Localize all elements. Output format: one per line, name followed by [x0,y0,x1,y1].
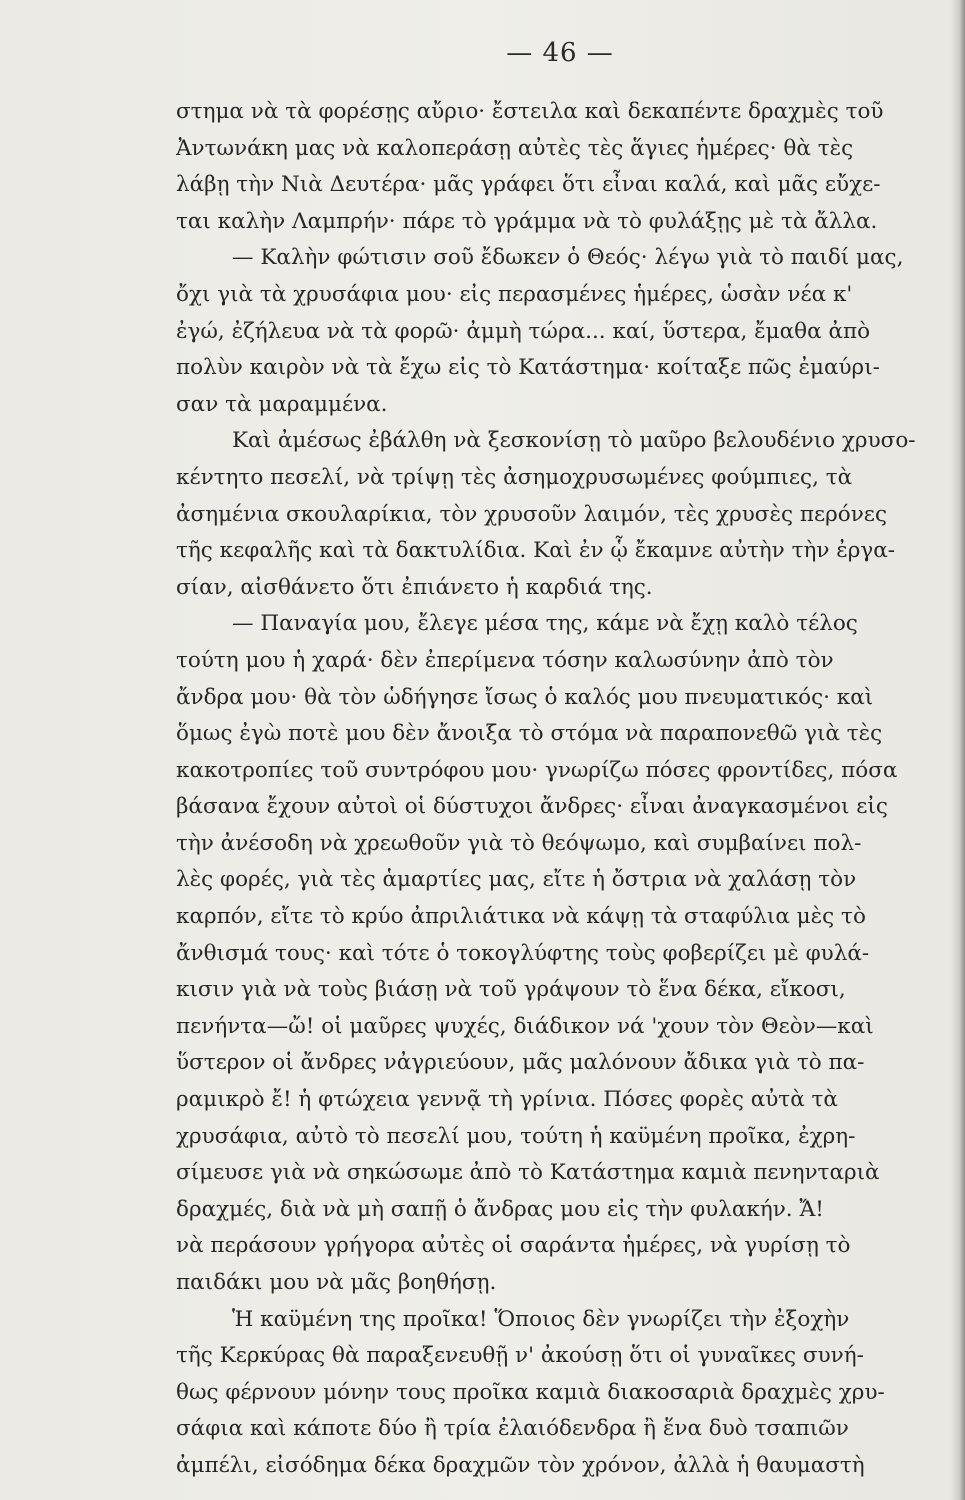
text-line: λάβῃ τὴν Νιὰ Δευτέρα· μᾶς γράφει ὅτι εἶναι καλά, καὶ μᾶς εὔχε- [176,172,881,198]
text-line: δραχμές, διὰ νὰ μὴ σαπῇ ὁ ἄνδρας μου εἰς τὴν φυλακήν. Ἄ! [176,1196,824,1222]
text-line: Ἀντωνάκη μας νὰ καλοπεράσῃ αὐτὲς τὲς ἅγιες ἡμέρες· θὰ τὲς [176,135,854,161]
text-line: κακοτροπίες τοῦ συντρόφου μου· γνωρίζω πόσες φροντίδες, πόσα [176,757,898,783]
text-line: ὕστερον οἱ ἄνδρες νἀγριεύουν, μᾶς μαλόνουν ἄδικα γιὰ τὸ πα- [176,1050,865,1076]
text-line: τῆς κεφαλῆς καὶ τὰ δακτυλίδια. Καὶ ἐν ᾧ ἔκαμνε αὐτὴν τὴν ἐργα- [176,538,896,564]
text-line: νὰ περάσουν γρήγορα αὐτὲς οἱ σαράντα ἡμέρες, νὰ γυρίσῃ τὸ [176,1233,851,1259]
text-line: τούτη μου ἡ χαρά· δὲν ἐπερίμενα τόσην καλωσύνην ἀπὸ τὸν [176,647,834,673]
text-line: σαν τὰ μαραμμένα. [176,391,388,417]
text-line: χρυσάφια, αὐτὸ τὸ πεσελί μου, τούτη ἡ καϋμένη προῖκα, ἐχρη- [176,1123,856,1149]
text-line: ἐγώ, ἐζήλευα νὰ τὰ φορῶ· ἀμμὴ τώρα... καί, ὕστερα, ἔμαθα ἀπὸ [176,318,871,344]
text-line: — Παναγία μου, ἔλεγε μέσα της, κάμε νὰ ἔχῃ καλὸ τέλος [232,611,858,637]
text-line: σίμευσε γιὰ νὰ σηκώσωμε ἀπὸ τὸ Κατάστημα καμιὰ πενηνταριὰ [176,1160,880,1186]
text-line: πολὺν καιρὸν νὰ τὰ ἔχω εἰς τὸ Κατάστημα· κοίταξε πῶς ἐμαύρι- [176,355,880,381]
text-line: λὲς φορές, γιὰ τὲς ἁμαρτίες μας, εἴτε ἡ ὄστρια νὰ χαλάσῃ τὸν [176,867,857,893]
text-line: ραμικρὸ ἔ! ἡ φτώχεια γεννᾷ τὴ γρίνια. Πόσες φορὲς αὐτὰ τὰ [176,1087,838,1113]
text-line: κισιν γιὰ νὰ τοὺς βιάσῃ νὰ τοῦ γράψουν τὸ ἕνα δέκα, εἴκοσι, [176,977,846,1003]
text-line: θως φέρνουν μόνην τους προῖκα καμιὰ διακοσαριὰ δραχμὲς χρυ- [176,1379,885,1405]
text-line: πενήντα—ὤ! οἱ μαῦρες ψυχές, διάδικον νά 'χουν τὸν Θεὸν—καὶ [176,1013,874,1039]
text-line: σίαν, αἰσθάνετο ὅτι ἐπιάνετο ἡ καρδιά της. [176,574,653,600]
text-line: τὴν ἀνέσοδη νὰ χρεωθοῦν γιὰ τὸ θεόψωμο, καὶ συμβαίνει πολ- [176,830,862,856]
text-line: κέντητο πεσελί, νὰ τρίψῃ τὲς ἀσημοχρυσωμένες φούμπιες, τὰ [176,464,853,490]
text-line: ὄχι γιὰ τὰ χρυσάφια μου· εἰς περασμένες ἡμέρες, ὡσὰν νέα κ' [176,281,853,307]
text-line: ἀμπέλι, εἰσόδημα δέκα δραχμῶν τὸν χρόνον, ἀλλὰ ἡ θαυμαστὴ [176,1452,865,1478]
text-line: — Καλὴν φώτισιν σοῦ ἔδωκεν ὁ Θεός· λέγω γιὰ τὸ παιδί μας, [232,245,904,271]
text-line: στημα νὰ τὰ φορέσῃς αὔριο· ἔστειλα καὶ δεκαπέντε δραχμὲς τοῦ [176,99,884,124]
text-line: ται καλὴν Λαμπρήν· πάρε τὸ γράμμα νὰ τὸ φυλάξῃς μὲ τὰ ἄλλα. [176,208,878,234]
text-line: ἄνδρα μου· θὰ τὸν ὡδήγησε ἴσως ὁ καλός μου πνευματικός· καὶ [176,684,874,710]
text-line: Καὶ ἀμέσως ἐβάλθη νὰ ξεσκονίσῃ τὸ μαῦρο βελουδένιο χρυσο- [232,428,916,454]
text-line: βάσανα ἔχουν αὐτοὶ οἱ δύστυχοι ἄνδρες· εἶναι ἀναγκασμένοι εἰς [176,794,888,820]
text-line: παιδάκι μου νὰ μᾶς βοηθήσῃ. [176,1270,497,1295]
text-line: καρπόν, εἴτε τὸ κρύο ἀπριλιάτικα νὰ κάψῃ τὰ σταφύλια μὲς τὸ [176,904,866,930]
text-line: σάφια καὶ κάποτε δύο ἢ τρία ἐλαιόδενδρα ἢ ἕνα δυὸ τσαπιῶν [176,1416,849,1442]
page-number: — 46 — [506,38,614,68]
text-line: Ἡ καϋμένη της προῖκα! Ὅποιος δὲν γνωρίζει τὴν ἐξοχὴν [232,1306,850,1332]
body-text [176,94,936,1485]
text-line: ὅμως ἐγὼ ποτὲ μου δὲν ἄνοιξα τὸ στόμα νὰ παραπονεθῶ γιὰ τὲς [176,721,883,747]
text-line: ἄνθισμά τους· καὶ τότε ὁ τοκογλύφτης τοὺς φοβερίζει μὲ φυλά- [176,940,870,966]
page-edge-shadow [951,0,965,1500]
text-line: τῆς Κερκύρας θὰ παραξενευθῇ ν' ἀκούσῃ ὅτι οἱ γυναῖκες συνή- [176,1343,864,1369]
text-line: ἀσημένια σκουλαρίκια, τὸν χρυσοῦν λαιμόν, τὲς χρυσὲς περόνες [176,501,887,527]
